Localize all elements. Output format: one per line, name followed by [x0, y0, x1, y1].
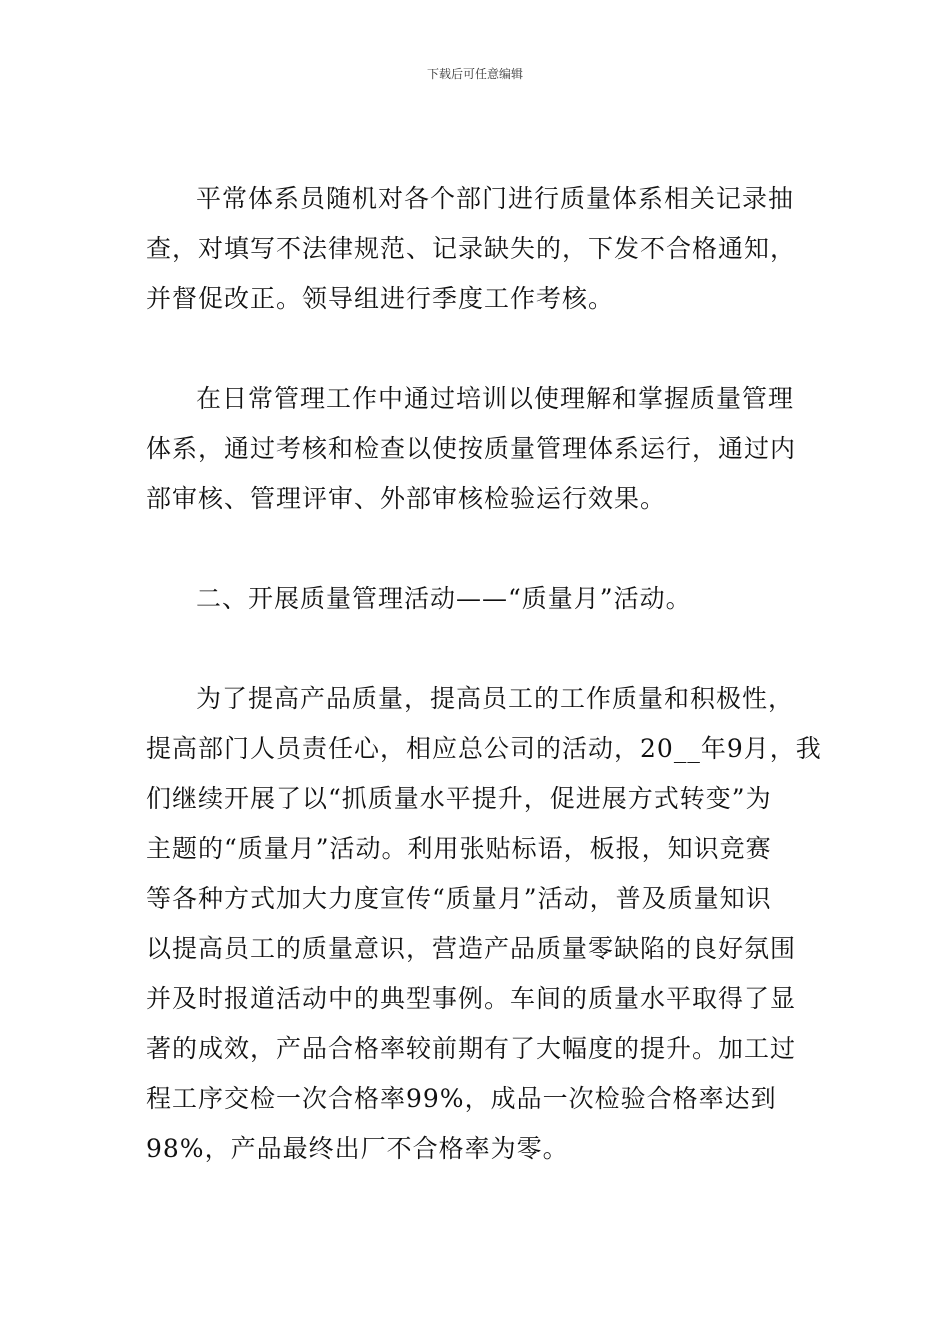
paragraph-line: 著的成效，产品合格率较前期有了大幅度的提升。加工过 [146, 1034, 797, 1063]
paragraph-line: 等各种方式加大力度宣传“质量月”活动，普及质量知识 [146, 884, 772, 913]
paragraph-line: 们继续开展了以“抓质量水平提升，促进展方式转变”为 [146, 784, 772, 813]
paragraph-line: 程工序交检一次合格率99%，成品一次检验合格率达到 [146, 1084, 777, 1113]
paragraph-line: 并及时报道活动中的典型事例。车间的质量水平取得了显 [146, 984, 797, 1013]
section-heading [146, 574, 806, 624]
paragraph-line: 二、开展质量管理活动——“质量月”活动。 [196, 584, 692, 613]
paragraph-line: 提高部门人员责任心，相应总公司的活动，20__年9月，我 [146, 734, 822, 763]
paragraph-4 [146, 674, 822, 1174]
paragraph-line: 98%，产品最终出厂不合格率为零。 [146, 1134, 569, 1163]
paragraph-line: 主题的“质量月”活动。利用张贴标语，板报，知识竞赛 [146, 834, 772, 863]
paragraph-line: 部审核、管理评审、外部审核检验运行效果。 [146, 484, 667, 513]
paragraph-line: 为了提高产品质量，提高员工的工作质量和积极性， [196, 684, 795, 713]
paragraph-line: 查，对填写不法律规范、记录缺失的，下发不合格通知， [146, 234, 797, 263]
paragraph-line: 并督促改正。领导组进行季度工作考核。 [146, 284, 615, 313]
paragraph-line: 以提高员工的质量意识，营造产品质量零缺陷的良好氛围 [146, 934, 797, 963]
paragraph-1 [146, 174, 806, 224]
paragraph-1-cont [146, 224, 806, 324]
page-header: 下载后可任意编辑 [426, 67, 523, 81]
paragraph-line: 平常体系员随机对各个部门进行质量体系相关记录抽 [196, 184, 795, 213]
paragraph-2 [146, 374, 806, 524]
paragraph-line: 在日常管理工作中通过培训以使理解和掌握质量管理 [196, 384, 795, 413]
paragraph-line: 体系，通过考核和检查以使按质量管理体系运行，通过内 [146, 434, 797, 463]
